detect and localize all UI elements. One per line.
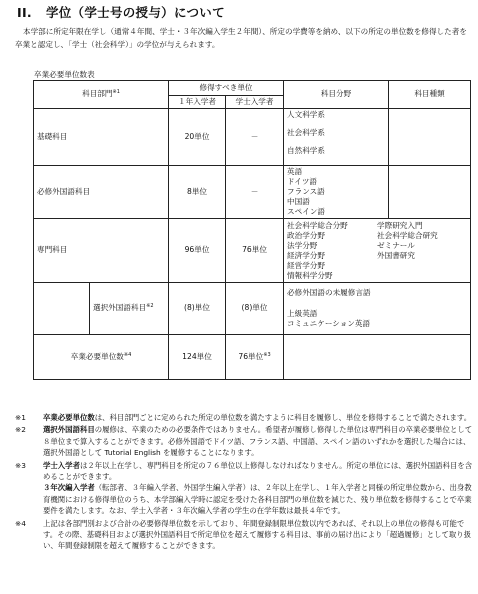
row-basic bbox=[34, 109, 471, 166]
field-list: 英語 ドイツ語 フランス語 中国語 スペイン語 bbox=[284, 166, 389, 219]
table-caption: 卒業必要単位数表 bbox=[34, 70, 95, 79]
section-title bbox=[17, 3, 225, 21]
indent-cell bbox=[34, 283, 90, 335]
row-label: 必修外国語科目 bbox=[34, 166, 169, 219]
units-transfer: 76単位$^{※3}$ bbox=[226, 335, 284, 380]
units-first-year: 8単位 bbox=[169, 166, 226, 219]
requirements-table bbox=[33, 80, 471, 380]
footnote: ※2 選択外国語科目の履修は、卒業のための必要条件ではありません。希望者が履修し修得した単位は専門科目の卒業必要単位として８単位まで算入することができます。必修外国語でドイツ語、フランス語、中国語、スペイン語のいずれかを選択した場合には、選択外国語として Tutorial English を履修することになります。 bbox=[15, 425, 473, 458]
header-required-units: 修得すべき単位 bbox=[169, 81, 284, 96]
row-elective bbox=[34, 283, 471, 335]
row-label: 専門科目 bbox=[34, 219, 169, 283]
blank-cell bbox=[284, 335, 471, 380]
units-transfer: (8)単位 bbox=[226, 283, 284, 335]
section-heading: 学位（学士号の授与）について bbox=[45, 5, 225, 20]
intro-paragraph: 本学部に所定年限在学し（通常４年間、学士・３年次編入学生２年間）、所定の学費等を納め、以下の所定の単位数を修得した者を卒業と認定し、「学士（社会科学）」の学位が与えられます。 bbox=[15, 27, 467, 49]
units-first-year: 124単位 bbox=[169, 335, 226, 380]
header-transfer: 学士入学者 bbox=[226, 96, 284, 109]
kind-cell bbox=[389, 166, 471, 219]
field-list: 人文科学系 社会科学系 自然科学系 bbox=[284, 109, 389, 166]
units-first-year: (8)単位 bbox=[169, 283, 226, 335]
footnote: ※4 上記は各部門別および合計の必要修得単位数を示しており、年間登録制限単位数以内であれば、それ以上の単位の修得も可能です。その際、基礎科目および選択外国語科目で所定単位を超えて履修する科目は、事前の届け出により「超過履修」として取り扱い、年間登録制限を超えて履修することができます。 bbox=[15, 518, 472, 551]
field-list: 必修外国語の未履修言語 上級英語 コミュニケーション英語 bbox=[284, 283, 471, 335]
header-category: 科目部門$^{※1}$ bbox=[34, 81, 169, 109]
row-foreign bbox=[34, 166, 471, 219]
units-first-year: 96単位 bbox=[169, 219, 226, 283]
units-first-year: 20単位 bbox=[169, 109, 226, 166]
units-transfer: － bbox=[226, 109, 284, 166]
field-list: 社会科学総合分野 政治学分野 法学分野 経済学分野 経営学分野 情報科学分野 学際研究入門 社会科学総合研究 ゼミナール 外国書研究 bbox=[284, 219, 471, 283]
row-major bbox=[34, 219, 471, 283]
units-transfer: － bbox=[226, 166, 284, 219]
row-label: 卒業必要単位数$^{※4}$ bbox=[34, 335, 169, 380]
header-first-year: １年入学者 bbox=[169, 96, 226, 109]
row-label: 基礎科目 bbox=[34, 109, 169, 166]
footnote: ※3 学士入学者は２年以上在学し、専門科目を所定の７６単位以上修得しなければなりません。所定の単位には、選択外国語科目を含めることができます。 ３年次編入学者（転部者、３年編入学者、外国学生編入学者）は、２年以上在学し、１年入学者と同様の所定単位数から、出身教育機関における修得単位のうち、本学部編入学時に認定を受けた各科目部門の単位数を減じた、残り単位数を修得することで卒業要件を満たします。なお、学士入学者・３年次編入学者の学生の在学年数は最長４年です。 bbox=[15, 460, 473, 516]
units-transfer: 76単位 bbox=[226, 219, 284, 283]
kind-cell bbox=[389, 109, 471, 166]
row-label: 選択外国語科目$^{※2}$ bbox=[90, 283, 169, 335]
header-field: 科目分野 bbox=[284, 81, 389, 109]
row-total bbox=[34, 335, 471, 380]
section-number: II. bbox=[17, 5, 32, 20]
footnotes bbox=[15, 412, 475, 553]
footnote: ※1 卒業必要単位数は、科目部門ごとに定められた所定の単位数を満たすように科目を履修し、単位を修得することで満たされます。 bbox=[15, 413, 472, 422]
header-kind: 科目種類 bbox=[389, 81, 471, 109]
